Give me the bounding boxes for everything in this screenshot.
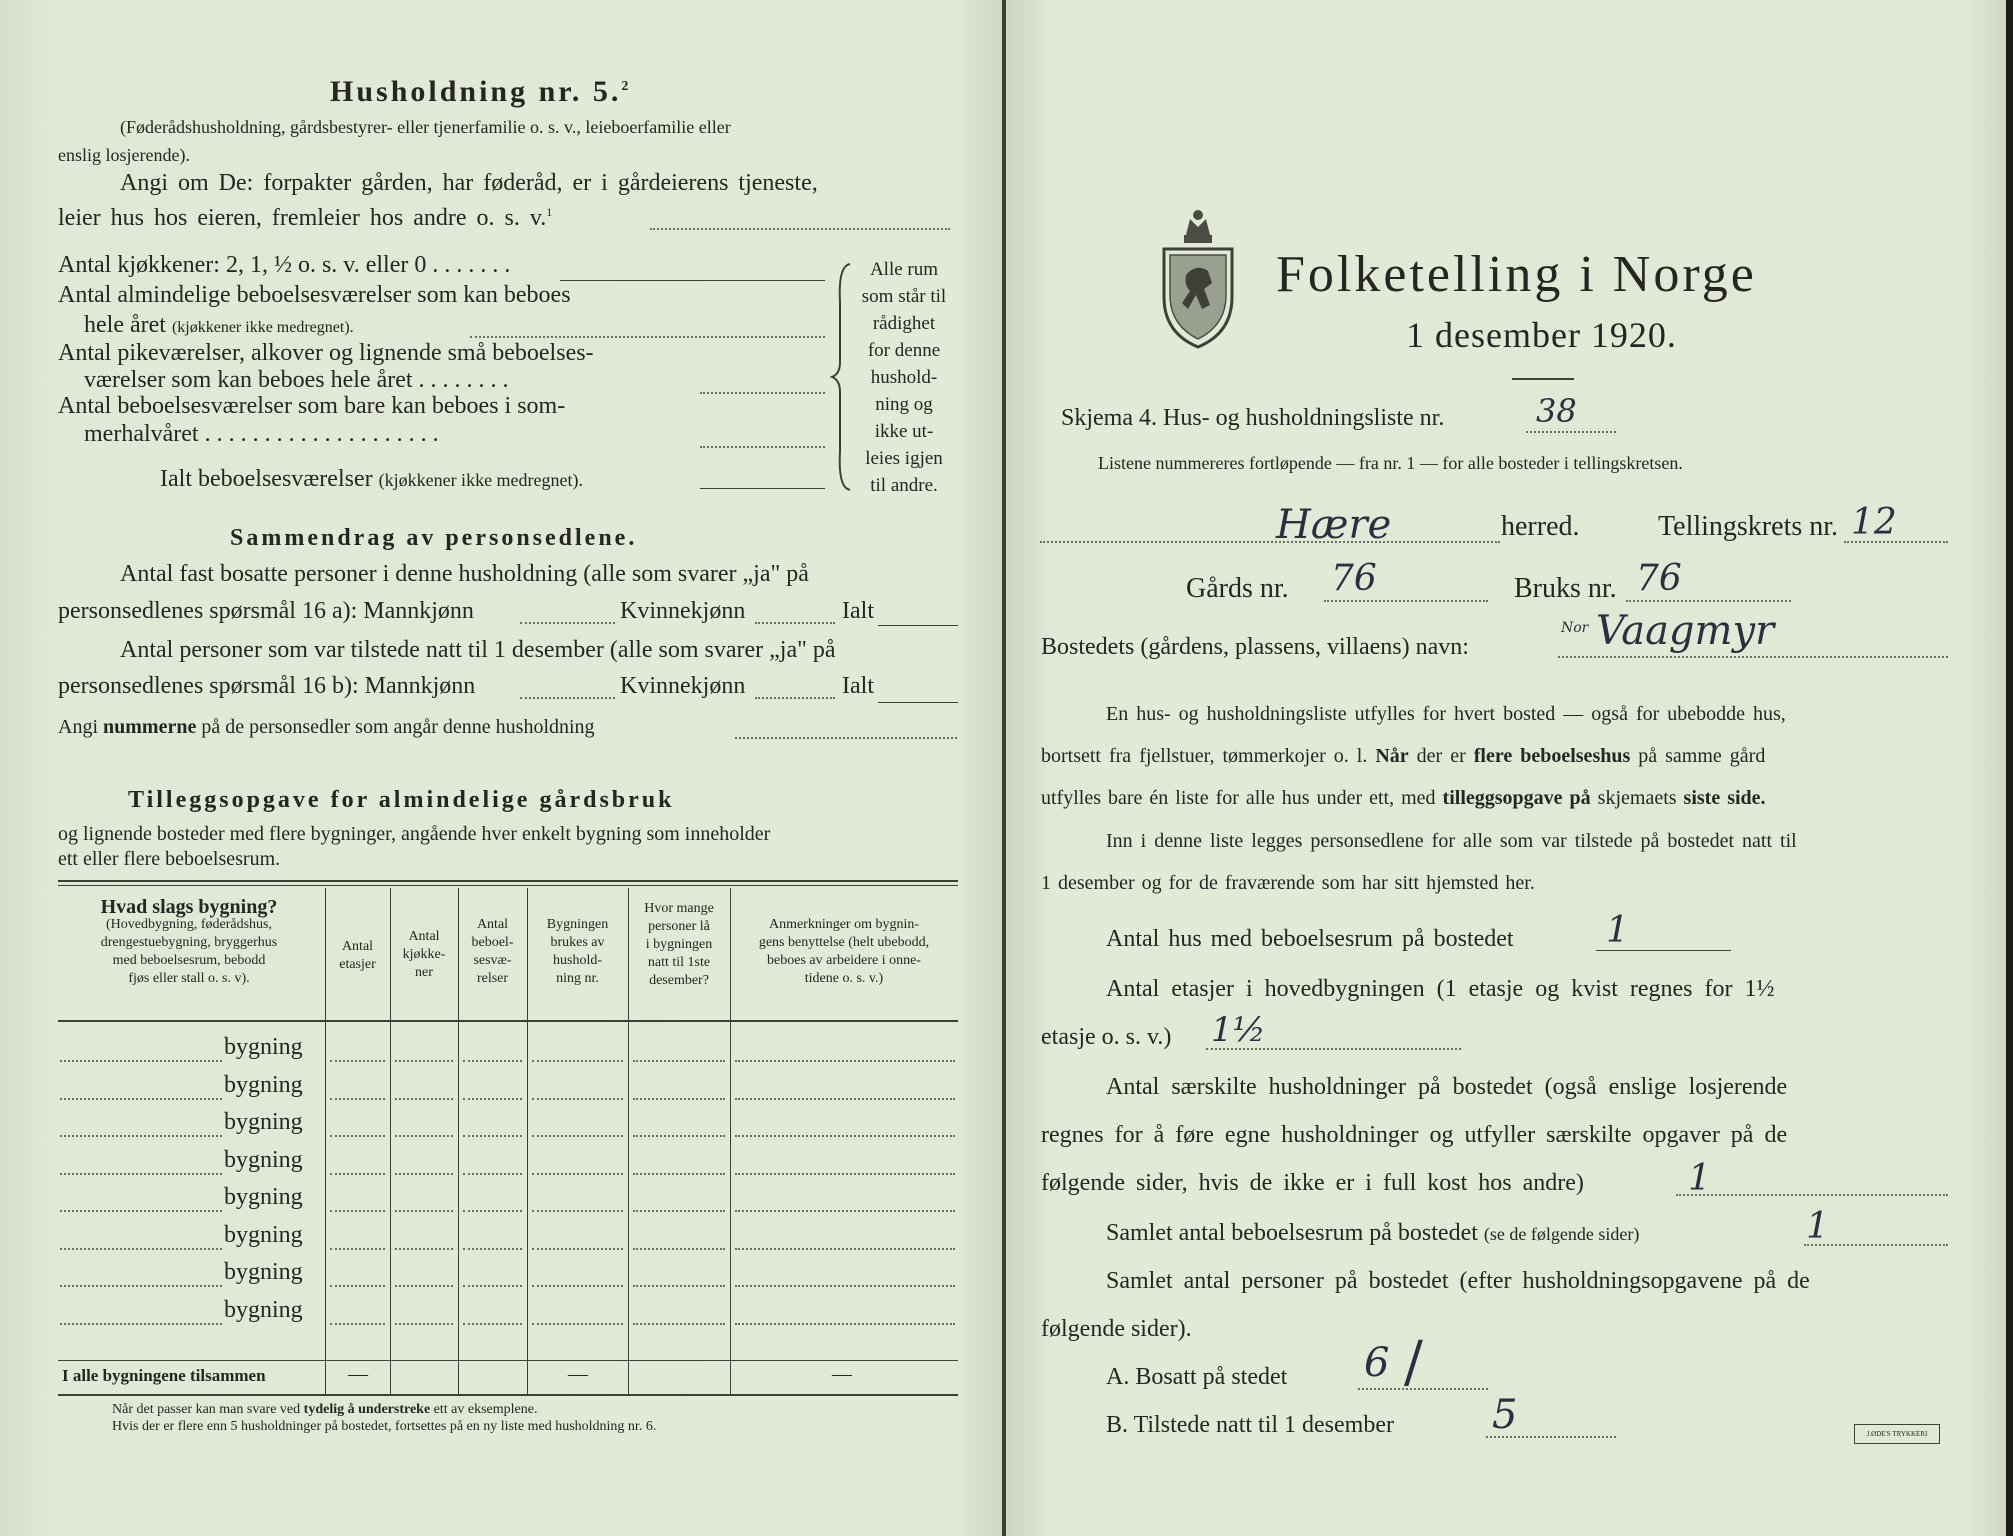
building-row-label: bygning: [224, 1296, 303, 1323]
summary-line-2b: personsedlenes spørsmål 16 b): Mannkjønn: [58, 673, 476, 699]
table-cell-field[interactable]: [633, 1135, 725, 1137]
resident-label: A. Bosatt på stedet: [1106, 1364, 1288, 1390]
table-cell-field[interactable]: [633, 1285, 725, 1287]
building-row-label: bygning: [224, 1184, 303, 1210]
coat-of-arms-icon: [1156, 205, 1240, 351]
table-cell-field[interactable]: [330, 1060, 385, 1062]
rooms-label: Antal almindelige beboelsesværelser som kan beboes: [58, 282, 571, 308]
summer-rooms-label-cont: merhalvåret . . . . . . . . . . . . . . . . . . . .: [84, 421, 439, 447]
building-name-field[interactable]: [60, 1210, 222, 1212]
total-dash: —: [832, 1363, 852, 1385]
maid-rooms-label: Antal pikeværelser, alkover og lignende små beboelses-: [58, 340, 594, 366]
schema-line: Skjema 4. Hus- og husholdningsliste nr.: [1061, 405, 1445, 431]
table-cell-field[interactable]: [463, 1285, 522, 1287]
table-cell-field[interactable]: [633, 1060, 725, 1062]
col-kitchens: Antal kjøkke- ner: [402, 929, 446, 980]
maid-rooms-label-cont: værelser som kan beboes hele året . . . . . . . .: [84, 367, 509, 393]
brace-note-line: rådighet: [872, 313, 936, 334]
table-cell-field[interactable]: [532, 1173, 623, 1175]
tick-mark-icon: /: [1404, 1330, 1423, 1395]
table-cell-field[interactable]: [463, 1173, 522, 1175]
table-cell-field[interactable]: [532, 1323, 623, 1325]
table-cell-field[interactable]: [735, 1323, 955, 1325]
female-label: Kvinnekjønn: [620, 598, 746, 624]
maid-rooms-line[interactable]: [700, 392, 825, 394]
col-remarks: Anmerkninger om bygnin- gens benyttelse (helt ubebodd, beboes av arbeidere i onne- tidene o. s. v.): [758, 917, 930, 986]
summary-line-2a: Antal personer som var tilstede natt til 1 desember (alle som svarer „ja" på: [120, 637, 836, 663]
summary-line-1a: Antal fast bosatte personer i denne husholdning (alle som svarer „ja" på: [120, 561, 809, 587]
total-rooms-label: Samlet antal beboelsesrum på bostedet (se de følgende sider): [1106, 1220, 1640, 1246]
total-present-line[interactable]: [878, 702, 958, 703]
table-cell-field[interactable]: [633, 1173, 725, 1175]
building-name-field[interactable]: [60, 1323, 222, 1325]
herred-line[interactable]: [1040, 541, 1500, 543]
angi-nummerne: Angi nummerne på de personsedler som angår denne husholdning: [58, 716, 595, 738]
table-cell-field[interactable]: [735, 1098, 955, 1100]
table-cell-field[interactable]: [395, 1060, 453, 1062]
total-dash: —: [568, 1363, 588, 1385]
instructions-4: Inn i denne liste legges personsedlene for alle som var tilstede på bostedet natt til: [1106, 830, 1797, 852]
present-value: 5: [1492, 1392, 1518, 1438]
right-page: [1006, 0, 2006, 1536]
instructions-5: 1 desember og for de fraværende som har sitt hjemsted her.: [1041, 872, 1535, 894]
table-cell-field[interactable]: [395, 1323, 453, 1325]
total-row-label: I alle bygningene tilsammen: [62, 1366, 266, 1385]
floors-value: 1½: [1211, 1010, 1266, 1050]
angi-line-1: Angi om De: forpakter gården, har føderåd, er i gårdeierens tjeneste,: [120, 170, 818, 196]
ialt-rooms-line[interactable]: [700, 488, 825, 489]
list-number-line[interactable]: [1526, 431, 1616, 433]
total-rooms-value: 1: [1806, 1206, 1829, 1247]
brace-note: [852, 256, 956, 499]
bosted-prefix: Nor: [1561, 620, 1589, 636]
table-cell-field[interactable]: [532, 1248, 623, 1250]
table-cell-field[interactable]: [395, 1210, 453, 1212]
household-title: Husholdning nr. 5.$^2$: [330, 75, 632, 108]
table-cell-field[interactable]: [633, 1248, 725, 1250]
table-cell-field[interactable]: [330, 1323, 385, 1325]
table-cell-field[interactable]: [532, 1285, 623, 1287]
bosted-line[interactable]: [1558, 656, 1948, 658]
male-present-line[interactable]: [520, 697, 615, 699]
herred-label: herred.: [1501, 511, 1580, 542]
bruks-label: Bruks nr.: [1514, 573, 1617, 604]
table-cell-field[interactable]: [735, 1060, 955, 1062]
building-row-label: bygning: [224, 1221, 303, 1248]
households-label-3: følgende sider, hvis de ikke er i full kost hos andre): [1041, 1170, 1584, 1196]
col-rooms: Antal beboel- sesvæ- relser: [471, 917, 514, 986]
tillegg-title: Tilleggsopgave for almindelige gårdsbruk: [128, 787, 675, 813]
angi-answer-line[interactable]: [650, 228, 950, 230]
building-row-label: bygning: [224, 1259, 303, 1285]
building-name-field[interactable]: [60, 1060, 222, 1062]
female-label: Kvinnekjønn: [620, 673, 746, 699]
floors-label-cont: etasje o. s. v.): [1041, 1024, 1172, 1050]
households-value: 1: [1688, 1158, 1711, 1199]
table-cell-field[interactable]: [463, 1210, 522, 1212]
brace-note-line: som står til: [861, 286, 947, 307]
table-cell-field[interactable]: [395, 1248, 453, 1250]
table-cell-field[interactable]: [633, 1210, 725, 1212]
gards-label: Gårds nr.: [1186, 573, 1289, 604]
brace-note-line: til andre.: [870, 475, 938, 496]
households-label: Antal særskilte husholdninger på bostedet (også enslige losjerende: [1106, 1074, 1788, 1100]
building-row-label: bygning: [224, 1109, 303, 1135]
table-cell-field[interactable]: [395, 1135, 453, 1137]
table-cell-field[interactable]: [330, 1248, 385, 1250]
total-persons-label-cont: følgende sider).: [1041, 1316, 1192, 1342]
table-cell-field[interactable]: [463, 1135, 522, 1137]
building-row-label: bygning: [224, 1034, 303, 1060]
bruks-line[interactable]: [1626, 600, 1791, 602]
table-cell-field[interactable]: [735, 1248, 955, 1250]
brace-note-line: for denne: [867, 340, 941, 361]
table-cell-field[interactable]: [532, 1210, 623, 1212]
total-persons-label: Samlet antal personer på bostedet (efter husholdningsopgavene på de: [1106, 1268, 1810, 1294]
table-cell-field[interactable]: [463, 1323, 522, 1325]
list-number-value: 38: [1536, 392, 1577, 430]
female-present-line[interactable]: [755, 697, 835, 699]
brace-note-line: hushold-: [870, 367, 938, 388]
bosted-value: Vaagmyr: [1596, 608, 1775, 654]
table-cell-field[interactable]: [532, 1098, 623, 1100]
household-intro: (Føderådshusholdning, gårdsbestyrer- eller tjenerfamilie o. s. v., leieboerfamilie eller: [120, 117, 731, 137]
numbering-note: Listene nummereres fortløpende — fra nr. 1 — for alle bosteder i tellingskretsen.: [1098, 453, 1683, 473]
female-resident-line[interactable]: [755, 622, 835, 624]
building-row-label: bygning: [224, 1146, 303, 1173]
gards-line[interactable]: [1324, 600, 1488, 602]
herred-value: Hære: [1276, 502, 1392, 548]
tellingskrets-label: Tellingskrets nr.: [1658, 511, 1839, 542]
table-cell-field[interactable]: [395, 1173, 453, 1175]
brace-note-line: Alle rum: [869, 259, 939, 280]
kitchens-label: Antal kjøkkener: 2, 1, ½ o. s. v. eller 0 . . . . . . .: [58, 252, 511, 278]
table-cell-field[interactable]: [735, 1173, 955, 1175]
table-cell-field[interactable]: [735, 1210, 955, 1212]
table-cell-field[interactable]: [532, 1060, 623, 1062]
printer-stamp: J.ØDE'S TRYKKERI: [1854, 1424, 1940, 1444]
census-date: 1 desember 1920.: [1406, 315, 1677, 355]
resident-value: 6: [1364, 1340, 1390, 1386]
household-intro-cont: enslig losjerende).: [58, 145, 190, 165]
col-floors: Antal etasjer: [339, 939, 376, 972]
summary-title: Sammendrag av personsedlene.: [230, 525, 638, 551]
nummerne-line[interactable]: [735, 737, 957, 739]
total-dash: —: [348, 1363, 368, 1385]
ialt-label: Ialt: [842, 598, 874, 624]
col-household: Bygningen brukes av hushold- ning nr.: [546, 917, 609, 986]
houses-value: 1: [1606, 910, 1629, 951]
male-resident-line[interactable]: [520, 622, 615, 624]
table-cell-field[interactable]: [463, 1248, 522, 1250]
table-cell-field[interactable]: [532, 1135, 623, 1137]
floors-label: Antal etasjer i hovedbygningen (1 etasje og kvist regnes for 1½: [1106, 976, 1775, 1002]
left-page: [0, 0, 1002, 1536]
form-title: Folketelling i Norge: [1276, 246, 1757, 303]
rooms-label-cont: hele året (kjøkkener ikke medregnet).: [84, 312, 354, 338]
table-cell-field[interactable]: [463, 1060, 522, 1062]
bosted-label: Bostedets (gårdens, plassens, villaens) navn:: [1041, 634, 1469, 660]
building-name-field[interactable]: [60, 1173, 222, 1175]
table-cell-field[interactable]: [330, 1098, 385, 1100]
total-resident-line[interactable]: [878, 625, 958, 626]
bruks-value: 76: [1636, 558, 1682, 599]
tellingskrets-value: 12: [1851, 502, 1897, 543]
table-cell-field[interactable]: [735, 1285, 955, 1287]
households-line[interactable]: [1676, 1194, 1948, 1196]
table-cell-field[interactable]: [330, 1285, 385, 1287]
table-cell-field[interactable]: [633, 1098, 725, 1100]
instructions-1: En hus- og husholdningsliste utfylles for hvert bosted — også for ubebodde hus,: [1106, 703, 1786, 725]
instructions-2: bortsett fra fjellstuer, tømmerkojer o. l. Når der er flere beboelseshus på samme gård: [1041, 745, 1766, 767]
present-label: B. Tilstede natt til 1 desember: [1106, 1412, 1394, 1438]
instructions-3: utfylles bare én liste for alle hus under ett, med tilleggsopgave på skjemaets siste side.: [1041, 787, 1766, 809]
brace-note-line: ning og: [875, 394, 933, 415]
gards-value: 76: [1331, 558, 1377, 599]
building-name-field[interactable]: [60, 1098, 222, 1100]
building-name-field[interactable]: [60, 1248, 222, 1250]
building-row-label: bygning: [224, 1071, 303, 1098]
summary-line-1b: personsedlenes spørsmål 16 a): Mannkjønn: [58, 598, 474, 624]
table-cell-field[interactable]: [330, 1210, 385, 1212]
footnote-2: Hvis der er flere enn 5 husholdninger på bostedet, fortsettes på en ny liste med husholdning nr. 6.: [112, 1419, 657, 1434]
col-building-type: Hvad slags bygning? (Hovedbygning, føderådshus, drengestuebygning, bryggerhus med beboelsesrum, bebodd fjøs eller stall o. s. v).: [100, 896, 278, 986]
households-label-2: regnes for å føre egne husholdninger og utfyller særskilte opgaver på de: [1041, 1122, 1788, 1148]
kitchens-line[interactable]: [560, 280, 825, 281]
title-rule: [1512, 378, 1574, 380]
resident-line[interactable]: [1358, 1388, 1488, 1390]
table-cell-field[interactable]: [330, 1173, 385, 1175]
col-persons: Hvor mange personer lå i bygningen natt til 1ste desember?: [644, 901, 714, 988]
building-name-field[interactable]: [60, 1285, 222, 1287]
table-cell-field[interactable]: [395, 1098, 453, 1100]
table-cell-field[interactable]: [330, 1135, 385, 1137]
angi-line-2: leier hus hos eieren, fremleier hos andre o. s. v.$^1$: [58, 205, 553, 231]
tillegg-intro: og lignende bosteder med flere bygninger, angående hver enkelt bygning som inneholder: [58, 823, 771, 845]
summer-rooms-label: Antal beboelsesværelser som bare kan beboes i som-: [58, 393, 566, 419]
table-cell-field[interactable]: [735, 1135, 955, 1137]
table-cell-field[interactable]: [633, 1323, 725, 1325]
ialt-label: Ialt: [842, 673, 874, 699]
summer-rooms-line[interactable]: [700, 446, 825, 448]
building-name-field[interactable]: [60, 1135, 222, 1137]
houses-label: Antal hus med beboelsesrum på bostedet: [1106, 926, 1514, 952]
tillegg-intro-cont: ett eller flere beboelsesrum.: [58, 848, 281, 870]
footnote-1: Når det passer kan man svare ved tydelig å understreke ett av eksemplene.: [112, 1402, 538, 1417]
table-cell-field[interactable]: [463, 1098, 522, 1100]
rooms-line[interactable]: [470, 336, 825, 338]
brace-note-line: leies igjen: [865, 448, 943, 469]
table-cell-field[interactable]: [395, 1285, 453, 1287]
ialt-rooms-label: Ialt beboelsesværelser (kjøkkener ikke medregnet).: [160, 466, 584, 492]
brace-note-line: ikke ut-: [874, 421, 934, 442]
